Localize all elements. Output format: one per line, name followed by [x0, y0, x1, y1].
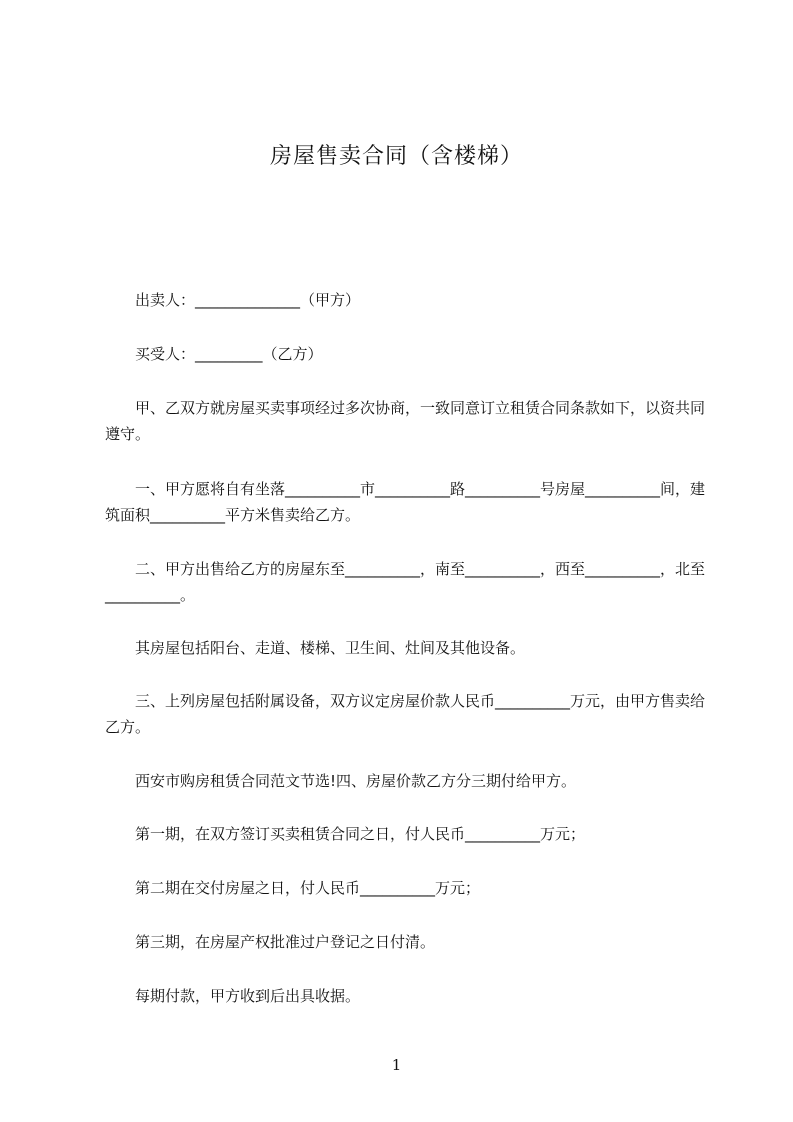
paragraph-facilities: 其房屋包括阳台、走道、楼梯、卫生间、灶间及其他设备。: [135, 639, 526, 657]
paragraph-clause-one: 一、甲方愿将自有坐落__________市__________路__________号房屋__________间，建筑面积__________平方米售卖给乙方。: [105, 480, 706, 524]
paragraph-receipt: 每期付款，甲方收到后出具收据。: [135, 987, 361, 1005]
paragraph-clause-four: 西安市购房租赁合同范文节选!四、房屋价款乙方分三期付给甲方。: [135, 772, 577, 790]
paragraph-clause-two: 二、甲方出售给乙方的房屋东至__________，南至__________，西至__________，北至__________。: [105, 560, 706, 604]
page-number: 1: [391, 1056, 402, 1074]
paragraph-preamble: 甲、乙双方就房屋买卖事项经过多次协商，一致同意订立租赁合同条款如下，以资共同遵守。: [105, 399, 706, 443]
paragraph-payment-third: 第三期，在房屋产权批准过户登记之日付清。: [135, 933, 436, 951]
paragraph-clause-three: 三、上列房屋包括附属设备，双方议定房屋价款人民币__________万元，由甲方售卖给乙方。: [105, 692, 706, 736]
document-title: 房屋售卖合同（含楼梯）: [269, 144, 523, 169]
paragraph-buyer: 买受人：_________（乙方）: [135, 345, 323, 363]
paragraph-payment-second: 第二期在交付房屋之日，付人民币__________万元；: [135, 879, 481, 897]
paragraph-payment-first: 第一期，在双方签订买卖租赁合同之日，付人民币__________万元；: [135, 825, 586, 843]
paragraph-seller: 出卖人：______________（甲方）: [135, 291, 361, 309]
